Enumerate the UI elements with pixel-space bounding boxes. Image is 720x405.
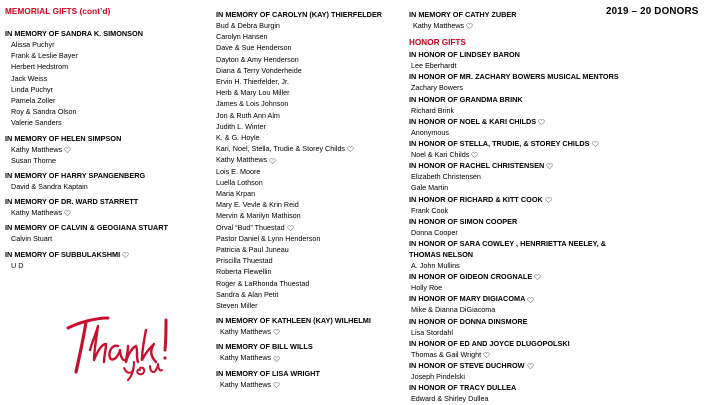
donor-name: Mary E. Vevle & Krin Reid	[216, 200, 299, 210]
donor-name: Pamela Zoller	[11, 96, 56, 106]
honor-heading: IN HONOR OF SIMON COOPER	[409, 216, 518, 226]
memorial-gifts-title: MEMORIAL GIFTS (cont’d)	[5, 7, 111, 16]
honor-heading: IN HONOR OF TRACY DULLEA	[409, 383, 517, 393]
memorial-heading: IN MEMORY OF KATHLEEN (KAY) WILHELMI	[216, 316, 371, 326]
heart-icon	[466, 23, 473, 29]
donor-name: Luella Lothson	[216, 177, 263, 187]
donor-name: Lisa Stordahl	[411, 327, 453, 337]
donor-name: Kathy Matthews	[5, 144, 205, 155]
honor-heading: IN HONOR OF MR. ZACHARY BOWERS MUSICAL MENTORS	[409, 72, 619, 82]
donor-name: Frank & Leslie Bayer	[11, 51, 78, 61]
donor-name: Patricia & Paul Juneau	[216, 245, 289, 255]
donor-name: Elizabeth Christensen	[411, 172, 481, 182]
donor-name: Sandra & Alan Petit	[216, 289, 279, 299]
honor-heading: IN HONOR OF ED AND JOYCE DLUGOPOLSKI	[409, 338, 570, 348]
donor-name: James & Lois Johnson	[216, 99, 289, 109]
donor-name: Kathy Matthews	[216, 326, 406, 337]
donor-name: Kathy Matthews	[5, 207, 205, 218]
donor-name: Mervin & Marilyn Mathison	[216, 211, 301, 221]
donor-name: Kathy Matthews	[216, 154, 406, 165]
honor-column	[409, 9, 639, 404]
memorial-heading: IN MEMORY OF LISA WRIGHT	[216, 368, 320, 378]
donor-name: Thomas & Gail Wright	[409, 349, 639, 360]
donor-name: Lois E. Moore	[216, 166, 261, 176]
donor-name: Carolyn Hansen	[216, 32, 268, 42]
donor-name: Kathy Matthews	[216, 379, 406, 390]
honor-heading: IN HONOR OF DONNA DINSMORE	[409, 316, 528, 326]
donor-name: U D	[11, 260, 24, 270]
donor-name: Dayton & Amy Henderson	[216, 54, 299, 64]
donor-name: Judith L. Winter	[216, 121, 266, 131]
memorial-heading: IN MEMORY OF HARRY SPANGENBERG	[5, 171, 146, 181]
honor-heading: IN HONOR OF NOEL & KARI CHILDS	[409, 116, 639, 127]
donor-name: Jack Weiss	[11, 73, 48, 83]
honor-heading: IN HONOR OF STEVE DUCHROW	[409, 360, 639, 371]
donor-name: Steven Miller	[216, 301, 258, 311]
donors-title: 2019 – 20 DONORS	[606, 6, 699, 17]
donor-name: Richard Brink	[411, 105, 455, 115]
heart-icon	[273, 382, 280, 388]
memorial-heading: IN MEMORY OF BILL WILLS	[216, 342, 313, 352]
donor-name: Holly Roe	[411, 283, 443, 293]
honor-heading: IN HONOR OF MARY DIGIACOMA	[409, 293, 639, 304]
honor-gifts-title: HONOR GIFTS	[409, 38, 466, 48]
donor-name: Mike & Dianna DiGiacoma	[411, 305, 496, 315]
donor-name: Zachary Bowers	[411, 83, 463, 93]
donor-name: Lee Eberhardt	[411, 61, 457, 71]
donor-name: Roy & Sandra Olson	[11, 107, 77, 117]
heart-icon	[273, 329, 280, 335]
donor-name: Alissa Puchyr	[11, 40, 55, 49]
heart-icon	[592, 141, 599, 147]
donor-name: Bud & Debra Burgin	[216, 21, 280, 30]
donor-name: Kari, Noel, Stella, Trudie & Storey Childs	[216, 143, 406, 154]
heart-icon	[545, 197, 552, 203]
honor-heading: IN HONOR OF GRANDMA BRINK	[409, 94, 523, 104]
donor-name: Donna Cooper	[411, 227, 458, 237]
honor-heading: IN HONOR OF STELLA, TRUDIE, & STOREY CHILDS	[409, 138, 639, 149]
memorial-heading: IN MEMORY OF SANDRA K. SIMONSON	[5, 29, 143, 38]
donor-name: Calvin Stuart	[11, 234, 53, 244]
heart-icon	[534, 274, 541, 280]
thank-you-text: Thank you!	[62, 306, 67, 307]
memorial-column-2	[216, 9, 406, 390]
donor-name: David & Sandra Kaptain	[11, 182, 88, 192]
donor-name: Herb & Mary Lou Miller	[216, 88, 290, 98]
donor-name: Gale Martin	[411, 183, 449, 193]
donor-name: Priscilla Thuestad	[216, 256, 273, 266]
heart-icon	[546, 163, 553, 169]
donor-name: Diana & Terry Vonderheide	[216, 65, 302, 75]
honor-heading: IN HONOR OF LINDSEY BARON	[409, 50, 520, 60]
donor-name: Ervin H. Thierfelder, Jr.	[216, 77, 289, 87]
donor-name: Joseph Pindelski	[411, 372, 465, 382]
donor-name: Pastor Daniel & Lynn Henderson	[216, 233, 321, 243]
heart-icon	[471, 152, 478, 158]
heart-icon	[269, 158, 276, 164]
memorial-heading: IN MEMORY OF HELEN SIMPSON	[5, 133, 122, 143]
donor-name: Susan Thorne	[11, 155, 57, 165]
donor-name: Roger & LaRhonda Thuestad	[216, 278, 310, 288]
heart-icon	[538, 119, 545, 125]
memorial-heading: IN MEMORY OF DR. WARD STARRETT	[5, 197, 139, 207]
honor-heading: IN HONOR OF RACHEL CHRISTENSEN	[409, 160, 639, 171]
donor-name: Linda Puchyr	[11, 84, 53, 94]
memorial-heading: IN MEMORY OF CAROLYN (KAY) THIERFELDER	[216, 10, 383, 19]
donor-name: Maria Krpan	[216, 189, 256, 199]
donor-name: Roberta Flewellin	[216, 267, 272, 277]
heart-icon	[527, 363, 534, 369]
memorial-heading: IN MEMORY OF CALVIN & GEOGIANA STUART	[5, 223, 168, 233]
heart-icon	[287, 225, 294, 231]
donor-name: Jon & Ruth Ann Alm	[216, 110, 280, 120]
donor-name: Herbert Hedstrom	[11, 62, 69, 72]
memorial-heading: IN MEMORY OF CATHY ZUBER	[409, 10, 517, 19]
honor-heading: IN HONOR OF GIDEON CROGNALE	[409, 271, 639, 282]
heart-icon	[273, 356, 280, 362]
thank-you-graphic	[62, 306, 174, 382]
heart-icon	[64, 147, 71, 153]
donor-name: Edward & Shirley Dullea	[411, 394, 489, 404]
memorial-column-1	[5, 6, 205, 271]
donor-name: Frank Cook	[411, 205, 449, 215]
donor-name: Kathy Matthews	[216, 352, 406, 363]
donor-name: Valerie Sanders	[11, 118, 62, 128]
donor-name: Dave & Sue Henderson	[216, 43, 292, 53]
donor-name: Orval “Bud” Thuestad	[216, 222, 406, 233]
donor-name: A. John Mullins	[411, 261, 460, 271]
donor-name: Noel & Kari Childs	[409, 149, 639, 160]
donor-name: Anonymous	[411, 127, 449, 137]
heart-icon	[64, 210, 71, 216]
heart-icon	[483, 352, 490, 358]
heart-icon	[347, 146, 354, 152]
memorial-heading: IN MEMORY OF SUBBULAKSHMI	[5, 249, 205, 260]
donor-name: K. & G. Hoyle	[216, 133, 260, 143]
heart-icon	[527, 297, 534, 303]
honor-heading: IN HONOR OF RICHARD & KITT COOK	[409, 194, 639, 205]
donor-name: Kathy Matthews	[409, 20, 639, 31]
heart-icon	[122, 252, 129, 258]
honor-heading: IN HONOR OF SARA COWLEY , HENRRIETTA NEELEY, & THOMAS NELSON	[409, 239, 607, 260]
